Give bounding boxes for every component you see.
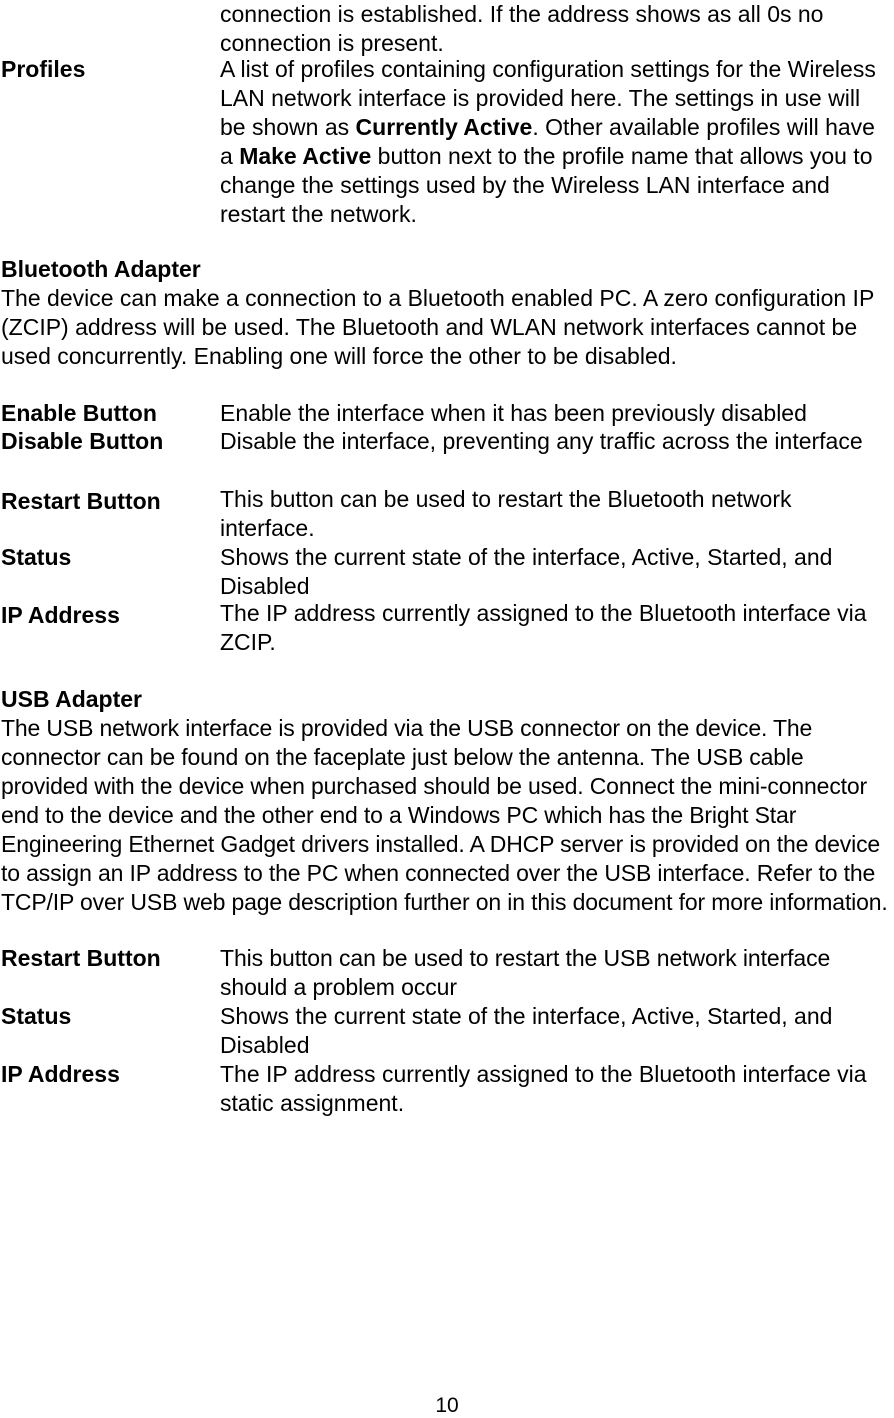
usb-heading: USB Adapter: [1, 686, 142, 712]
page-number: 10: [435, 1394, 459, 1417]
restart-button-desc: This button can be used to restart the Bluetooth network interface.: [220, 486, 792, 541]
enable-button-desc: Enable the interface when it has been previously disabled: [220, 400, 807, 426]
profiles-desc-part2: . Other available profiles will have a: [220, 114, 875, 169]
bluetooth-intro: The device can make a connection to a Bluetooth enabled PC. A zero configuration IP (ZCIP) address will be used. The Bluetooth and WLAN network interfaces cannot be used concurrently. Enabling one will force the other to be disabled.: [1, 285, 874, 369]
disable-button-desc: Disable the interface, preventing any traffic across the interface: [220, 428, 863, 454]
usb-restart-button-desc: This button can be used to restart the USB network interface should a problem occur: [220, 945, 831, 1000]
profiles-desc-part3: button next to the profile name that allows you to change the settings used by the Wireless LAN interface and restart the network.: [220, 143, 873, 227]
ip-address-term: IP Address: [1, 602, 120, 628]
usb-ip-address-desc: The IP address currently assigned to the Bluetooth interface via static assignment.: [220, 1061, 867, 1116]
usb-ip-address-term: IP Address: [1, 1061, 120, 1087]
profiles-term: Profiles: [1, 56, 86, 82]
make-active-term: Make Active: [239, 143, 372, 169]
usb-status-term: Status: [1, 1003, 72, 1029]
status-term: Status: [1, 544, 72, 570]
bluetooth-section: [1, 255, 891, 371]
restart-button-term: Restart Button: [1, 488, 161, 514]
continuation-text: connection is established. If the address shows as all 0s no connection is present.: [220, 1, 824, 56]
usb-section: [1, 685, 891, 917]
usb-intro: The USB network interface is provided via the USB connector on the device. The connector can be found on the faceplate just below the antenna. The USB cable provided with the device when purchased should be used. Connect the mini-connector end to the device and the other end to a Windows PC which has the Bright Star Engineering Ethernet Gadget drivers installed. A DHCP server is provided on the device to assign an IP address to the PC when connected over the USB interface. Refer to the TCP/IP over USB web page description further on in this document for more information.: [1, 715, 888, 915]
usb-status-desc: Shows the current state of the interface, Active, Started, and Disabled: [220, 1003, 833, 1058]
enable-button-term: Enable Button: [1, 400, 157, 426]
bluetooth-heading: Bluetooth Adapter: [1, 256, 201, 282]
disable-button-term: Disable Button: [1, 428, 164, 454]
ip-address-desc: The IP address currently assigned to the Bluetooth interface via ZCIP.: [220, 600, 867, 655]
profiles-desc-part1: A list of profiles containing configuration settings for the Wireless LAN network interface is provided here. The settings in use will be shown as: [220, 56, 876, 140]
usb-restart-button-term: Restart Button: [1, 945, 161, 971]
profiles-description: [220, 55, 892, 229]
currently-active-term: Currently Active: [355, 114, 533, 140]
status-desc: Shows the current state of the interface, Active, Started, and Disabled: [220, 544, 833, 599]
